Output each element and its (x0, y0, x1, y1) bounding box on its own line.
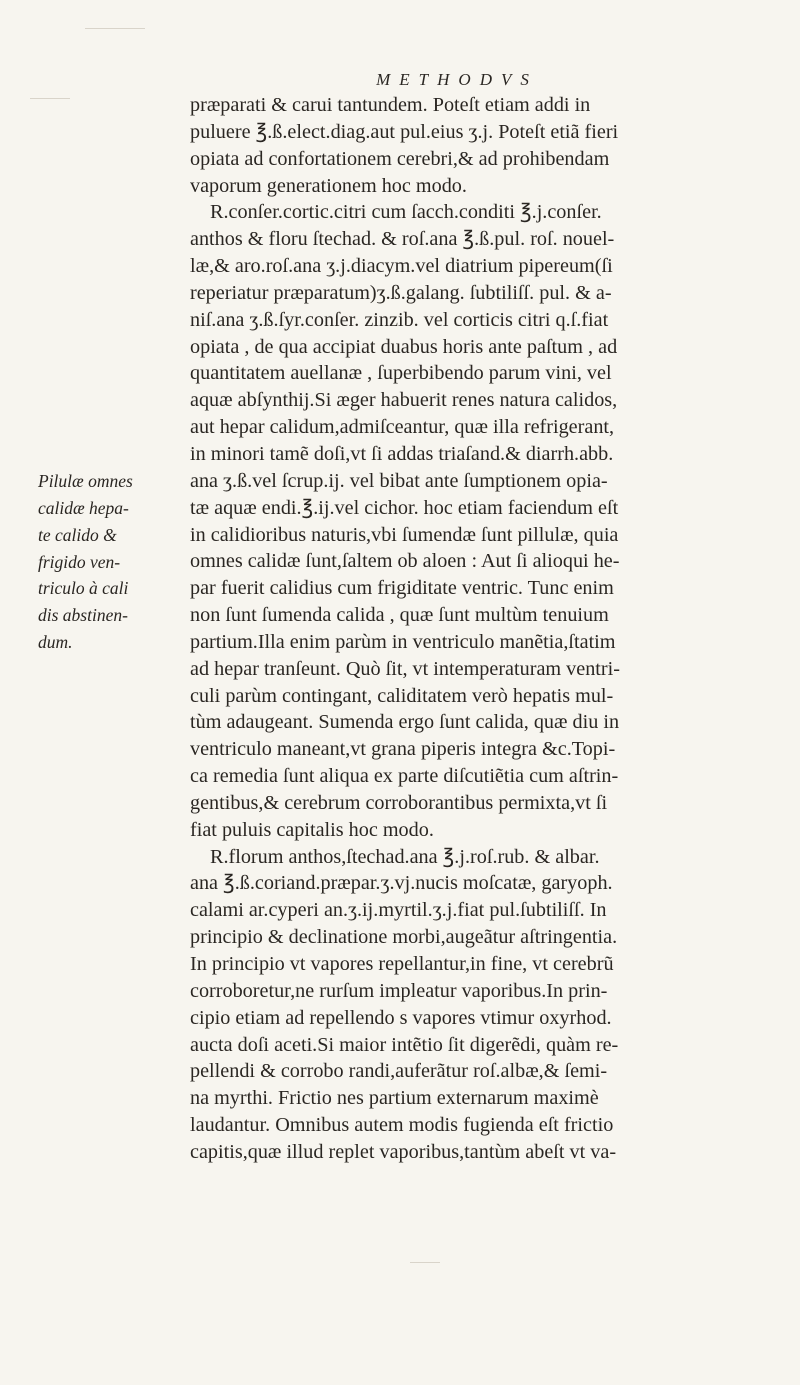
marginal-note (38, 468, 188, 656)
text-line: corroboretur,ne rurſum impleatur vaporibus.In prin- (190, 979, 608, 1002)
text-line: gentibus,& cerebrum corroborantibus permixta,vt ſi (190, 791, 608, 814)
text-line: tùm adaugeant. Sumenda ergo ſunt calida, quæ diu in (190, 711, 620, 734)
main-text-block (190, 92, 738, 1166)
text-line: niſ.ana ʒ.ß.ſyr.conſer. zinzib. vel corticis citri q.ſ.fiat (190, 308, 609, 331)
text-line: læ,& aro.roſ.ana ʒ.j.diacym.vel diatrium pipereum(ſi (190, 255, 613, 278)
text-line: omnes calidæ ſunt,ſaltem ob aloen : Aut ſi alioqui he- (190, 550, 620, 573)
text-line: capitis,quæ illud replet vaporibus,tantùm abeſt vt va- (190, 1140, 617, 1163)
page-edge-mark (410, 1262, 440, 1263)
text-line: anthos & floru ſtechad. & roſ.ana ℥.ß.pul. roſ. nouel- (190, 228, 615, 251)
text-line: In principio vt vapores repellantur,in fine, vt cerebrũ (190, 953, 614, 975)
page-edge-mark (85, 28, 145, 29)
text-line: opiata , de qua accipiat duabus horis ante paſtum , ad (190, 335, 618, 358)
text-line: ventriculo maneant,vt grana piperis integra &c.Topi- (190, 738, 616, 761)
text-line: par fuerit calidius cum frigiditate ventric. Tunc enim (190, 577, 614, 600)
text-line: opiata ad confortationem cerebri,& ad prohibendam (190, 147, 610, 170)
text-line: cipio etiam ad repellendo s vapores vtimur oxyrhod. (190, 1006, 612, 1029)
page-edge-mark (30, 98, 70, 99)
marginal-note-line: te calido & (38, 524, 117, 545)
text-line: vaporum generationem hoc modo. (190, 174, 467, 197)
marginal-note-line: frigido ven- (38, 551, 121, 572)
text-line: laudantur. Omnibus autem modis fugienda eſt frictio (190, 1114, 614, 1137)
text-line: non ſunt ſumenda calida , quæ ſunt multùm tenuium (190, 604, 609, 627)
text-line: calami ar.cyperi an.ʒ.ij.myrtil.ʒ.j.fiat pul.ſubtiliſſ. In (190, 899, 607, 922)
marginal-note-line: dis abstinen- (38, 605, 128, 626)
text-line: principio & declinatione morbi,augeãtur aſtringentia. (190, 926, 618, 949)
text-line: R.conſer.cortic.citri cum ſacch.conditi ℥.j.conſer. (210, 201, 602, 224)
text-line: partium.Illa enim parùm in ventriculo manẽtia,ſtatim (190, 630, 616, 653)
marginal-note-line: calidæ hepa- (38, 497, 129, 518)
marginal-note-line: dum. (38, 632, 73, 653)
marginal-note-line: triculo à cali (38, 578, 129, 599)
text-line: ana ʒ.ß.vel ſcrup.ij. vel bibat ante ſumptionem opia- (190, 469, 608, 492)
text-line: quantitatem auellanæ , ſuperbibendo parum vini, vel (190, 362, 612, 385)
text-line: aucta doſi aceti.Si maior intẽtio ſit digerẽdi, quàm re- (190, 1033, 619, 1056)
text-line: tæ aquæ endi.℥.ij.vel cichor. hoc etiam faciendum eſt (190, 496, 619, 519)
text-line: præparati & carui tantundem. Poteſt etiam addi in (190, 94, 591, 116)
text-line: in calidioribus naturis,vbi ſumendæ ſunt pillulæ, quia (190, 523, 619, 546)
text-line: pellendi & corrobo randi,auferãtur roſ.albæ,& ſemi- (190, 1060, 608, 1083)
running-head: METHODVS (376, 70, 538, 89)
text-line: R.florum anthos,ſtechad.ana ℥.j.roſ.rub. & albar. (210, 845, 600, 868)
text-line: aut hepar calidum,admiſceantur, quæ illa refrigerant, (190, 416, 615, 439)
text-line: na myrthi. Frictio nes partium externarum maximè (190, 1087, 599, 1110)
marginal-note-line: Pilulæ omnes (38, 471, 133, 491)
text-line: ad hepar tranſeunt. Quò ſit, vt intemperaturam ventri- (190, 657, 620, 680)
text-line: culi parùm contingant, caliditatem verò hepatis mul- (190, 684, 614, 707)
text-line: fiat puluis capitalis hoc modo. (190, 818, 434, 841)
text-line: puluere ℥.ß.elect.diag.aut pul.eius ʒ.j. Poteſt etiã fieri (190, 120, 619, 143)
text-line: reperiatur præparatum)ʒ.ß.galang. ſubtiliſſ. pul. & a- (190, 281, 612, 304)
text-line: ca remedia ſunt aliqua ex parte diſcutiẽtia cum aſtrin- (190, 765, 619, 788)
text-line: in minori tamẽ doſi,vt ſi addas triaſand.& diarrh.abb. (190, 442, 614, 465)
text-line: aquæ abſynthij.Si æger habuerit renes natura calidos, (190, 389, 618, 412)
text-line: ana ℥.ß.coriand.præpar.ʒ.vj.nucis moſcatæ, garyoph. (190, 872, 613, 895)
